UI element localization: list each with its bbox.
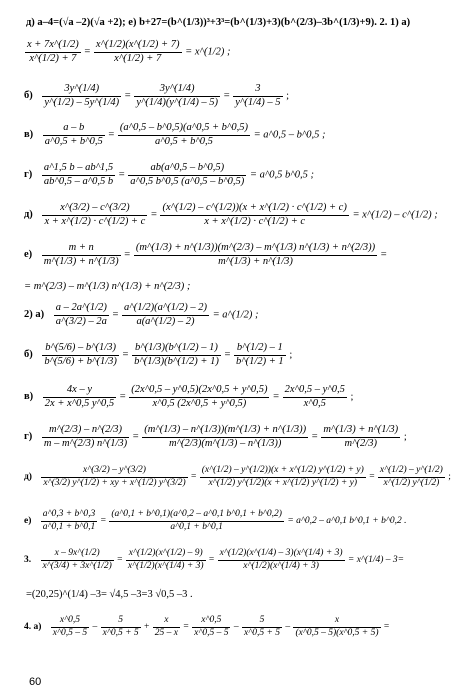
equation-line: г) $\frac{a\^{}1,5 b - ab\^{}1,5}{ab\^{}0,5 - a\^{}0,5 b}$ = $\frac{ab(a\^{}0,5 - b\^{}0,5)}{a\^{}0,5 b\^{}0,5 (a\^{}0,5 - b\^{}0,5)}$ = a^0,5 b^0,5 ; (24, 162, 314, 187)
equation-line: е) $\frac{a\^{}0,3 + b\^{}0,3}{a\^{}0,1 + b\^{}0,1}$ = $\frac{(a\^{}0,1 + b\^{}0,1)(a\^{}0,2 - a\^{}0,1 b\^{}0,1 + b\^{}0,2)}{a\^{}0,1 + b\^{}0,1}$ = a^0,2 – a^0,1 b^0,1 + b^0,2 . (24, 509, 407, 532)
fraction: $\frac{(a\^{}0,5 - b\^{}0,5)(a\^{}0,5 + b\^{}0,5)}{a\^{}0,5 + b\^{}0,5}$ (119, 122, 248, 147)
fraction: $\frac{(2x\^{}0,5 - y\^{}0,5)(2x\^{}0,5 + y\^{}0,5)}{x\^{}0,5 (2x\^{}0,5 + y\^{}0,5)}$ (131, 384, 268, 409)
equation-line: б) $\frac{3y\^{}(1/4)}{y\^{}(1/2) - 5y\^{}(1/4)}$ = $\frac{3y\^{}(1/4)}{y\^{}(1/4)(y\^{}(1/4) - 5)}$ = $\frac{3}{y\^{}(1/4) - 5}$ ; (24, 83, 290, 108)
fraction: $\frac{5}{x\^{}0,5 + 5}$ (243, 615, 280, 638)
fraction: $\frac{x\^{}(1/2)(x\^{}(1/2) - 9)}{x\^{}(1/2)(x\^{}(1/4) + 3)}$ (127, 548, 204, 571)
fraction: $\frac{m\^{}(1/3) + n\^{}(1/3)}{m\^{}(2/3)}$ (323, 424, 399, 449)
equation-line: 3. $\frac{x - 9x\^{}(1/2)}{x\^{}(3/4) + 3x\^{}(1/2)}$ = $\frac{x\^{}(1/2)(x\^{}(1/2) - 9)}{x\^{}(1/2)(x\^{}(1/4) + 3)}$ = $\frac{x\^{}(1/2)(x\^{}(1/4) - 3)(x\^{}(1/4) + 3)}{x\^{}(1/2)(x\^{}(1/4) + 3)}$ = x^(1/4) – 3= (24, 548, 405, 571)
fraction: $\frac{b\^{}(5/6) - b\^{}(1/3)}{b\^{}(5/6) + b\^{}(1/3)}$ (44, 342, 117, 367)
equation-line: $\frac{x + 7x\^{}(1/2)}{x\^{}(1/2) + 7}$ = $\frac{x\^{}(1/2)(x\^{}(1/2) + 7)}{x\^{}(1/2) + 7}$ = x^(1/2) ; (27, 39, 231, 64)
fraction: $\frac{(m\^{}(1/3) + n\^{}(1/3))(m\^{}(2/3) - m\^{}(1/3) n\^{}(1/3) + n\^{}(2/3))}{m\^{}(1/3) + n\^{}(1/3)}$ (135, 242, 376, 267)
fraction: $\frac{(a\^{}0,1 + b\^{}0,1)(a\^{}0,2 - a\^{}0,1 b\^{}0,1 + b\^{}0,2)}{a\^{}0,1 + b\^{}0,1}$ (111, 509, 282, 532)
fraction: $\frac{b\^{}(1/2) - 1}{b\^{}(1/2) + 1}$ (236, 342, 284, 367)
fraction: $\frac{x\^{}(1/2) - y\^{}(1/2)}{x\^{}(1/2) y\^{}(1/2)}$ (379, 465, 443, 488)
fraction: $\frac{(x\^{}(1/2) - c\^{}(1/2))(x + x\^{}(1/2) \cdot c\^{}(1/2) + c)}{x + x\^{}(1/2) \cdot c\^{}(1/2) + c}$ (162, 202, 347, 227)
fraction: $\frac{x\^{}(3/2) - y\^{}(3/2)}{x\^{}(3/2) y\^{}(1/2) + xy + x\^{}(1/2) y\^{}(3/2)}$ (43, 465, 186, 488)
fraction: $\frac{x\^{}(3/2) - c\^{}(3/2)}{x + x\^{}(1/2) \cdot c\^{}(1/2) + c}$ (44, 202, 146, 227)
fraction: $\frac{m + n}{m\^{}(1/3) + n\^{}(1/3)}$ (43, 242, 119, 267)
equation-line: 4. а) $\frac{x\^{}0,5}{x\^{}0,5 - 5}$ – $\frac{5}{x\^{}0,5 + 5}$ + $\frac{x}{25 - x}$ = $\frac{x\^{}0,5}{x\^{}0,5 - 5}$ – $\frac{5}{x\^{}0,5 + 5}$ – $\frac{x}{(x\^{}0,5 - 5)(x\^{}0,5 + 5)}$ = (24, 615, 390, 638)
page-number: 60 (29, 676, 42, 688)
fraction: $\frac{x\^{}0,5}{x\^{}0,5 - 5}$ (52, 615, 88, 638)
fraction: $\frac{ab(a\^{}0,5 - b\^{}0,5)}{a\^{}0,5 b\^{}0,5 (a\^{}0,5 - b\^{}0,5)}$ (130, 162, 245, 187)
fraction: $\frac{x\^{}0,5}{x\^{}0,5 - 5}$ (194, 615, 229, 638)
equation-line: д) $\frac{x\^{}(3/2) - y\^{}(3/2)}{x\^{}(3/2) y\^{}(1/2) + xy + x\^{}(1/2) y\^{}(3/2)}$ = $\frac{(x\^{}(1/2) - y\^{}(1/2))(x + x\^{}(1/2) y\^{}(1/2) + y)}{x\^{}(1/2) y\^{}(1/2)(x + x\^{}(1/2) y\^{}(1/2) + y)}$ = $\frac{x\^{}(1/2) - y\^{}(1/2)}{x\^{}(1/2) y\^{}(1/2)}$ ; (24, 465, 451, 488)
fraction: $\frac{a\^{}1,5 b - ab\^{}1,5}{ab\^{}0,5 - a\^{}0,5 b}$ (43, 162, 114, 187)
equation-line: д) $\frac{x\^{}(3/2) - c\^{}(3/2)}{x + x\^{}(1/2) \cdot c\^{}(1/2) + c}$ = $\frac{(x\^{}(1/2) - c\^{}(1/2))(x + x\^{}(1/2) \cdot c\^{}(1/2) + c)}{x + x\^{}(1/2) \cdot c\^{}(1/2) + c}$ = x^(1/2) – c^(1/2) ; (24, 202, 438, 227)
fraction: $\frac{2x\^{}0,5 - y\^{}0,5}{x\^{}0,5}$ (284, 384, 345, 409)
fraction: $\frac{a\^{}(1/2)(a\^{}(1/2) - 2)}{a(a\^{}(1/2) - 2)}$ (124, 302, 207, 327)
fraction: $\frac{b\^{}(1/3)(b\^{}(1/2) - 1)}{b\^{}(1/3)(b\^{}(1/2) + 1)}$ (134, 342, 219, 367)
fraction: $\frac{a - 2a\^{}(1/2)}{a\^{}(3/2) - 2a}$ (55, 302, 107, 327)
fraction: $\frac{x\^{}(1/2)(x\^{}(1/2) + 7)}{x\^{}(1/2) + 7}$ (95, 39, 180, 64)
equation-line: г) $\frac{m\^{}(2/3) - n\^{}(2/3)}{m - m\^{}(2/3) n\^{}(1/3)}$ = $\frac{(m\^{}(1/3) - n\^{}(1/3))(m\^{}(1/3) + n\^{}(1/3))}{m\^{}(2/3)(m\^{}(1/3) - n\^{}(1/3))}$ = $\frac{m\^{}(1/3) + n\^{}(1/3)}{m\^{}(2/3)}$ ; (24, 424, 407, 449)
fraction: $\frac{a - b}{a\^{}0,5 + b\^{}0,5}$ (44, 122, 103, 147)
text-line: =(20,25)^(1/4) –3= √4,5 –3=3 √0,5 –3 . (26, 589, 193, 600)
fraction: $\frac{x + 7x\^{}(1/2)}{x\^{}(1/2) + 7}$ (27, 39, 79, 64)
fraction: $\frac{3y\^{}(1/4)}{y\^{}(1/2) - 5y\^{}(1/4)}$ (44, 83, 120, 108)
equation-line: б) $\frac{b\^{}(5/6) - b\^{}(1/3)}{b\^{}(5/6) + b\^{}(1/3)}$ = $\frac{b\^{}(1/3)(b\^{}(1/2) - 1)}{b\^{}(1/3)(b\^{}(1/2) + 1)}$ = $\frac{b\^{}(1/2) - 1}{b\^{}(1/2) + 1}$ ; (24, 342, 293, 367)
text-line: = m^(2/3) – m^(1/3) n^(1/3) + n^(2/3) ; (24, 281, 191, 292)
fraction: $\frac{a\^{}0,3 + b\^{}0,3}{a\^{}0,1 + b\^{}0,1}$ (42, 509, 96, 532)
fraction: $\frac{4x - y}{2x + x\^{}0,5 y\^{}0,5}$ (44, 384, 115, 409)
equation-line: в) $\frac{a - b}{a\^{}0,5 + b\^{}0,5}$ = $\frac{(a\^{}0,5 - b\^{}0,5)(a\^{}0,5 + b\^{}0,5)}{a\^{}0,5 + b\^{}0,5}$ = a^0,5 – b^0,5 ; (24, 122, 326, 147)
equation-line: е) $\frac{m + n}{m\^{}(1/3) + n\^{}(1/3)}$ = $\frac{(m\^{}(1/3) + n\^{}(1/3))(m\^{}(2/3) - m\^{}(1/3) n\^{}(1/3) + n\^{}(2/3))}{m\^{}(1/3) + n\^{}(1/3)}$ = (24, 242, 387, 267)
fraction: $\frac{(x\^{}(1/2) - y\^{}(1/2))(x + x\^{}(1/2) y\^{}(1/2) + y)}{x\^{}(1/2) y\^{}(1/2)(x + x\^{}(1/2) y\^{}(1/2) + y)}$ (201, 465, 364, 488)
text-line: д) a–4=(√a –2)(√a +2); е) b+27=(b^(1/3))³+3³=(b^(1/3)+3)(b^(2/3)–3b^(1/3)+9). 2. 1) а) (26, 17, 411, 28)
fraction: $\frac{x}{(x\^{}0,5 - 5)(x\^{}0,5 + 5)}$ (295, 615, 379, 638)
fraction: $\frac{x}{25 - x}$ (154, 615, 178, 638)
fraction: $\frac{x - 9x\^{}(1/2)}{x\^{}(3/4) + 3x\^{}(1/2)}$ (42, 548, 112, 571)
fraction: $\frac{x\^{}(1/2)(x\^{}(1/4) - 3)(x\^{}(1/4) + 3)}{x\^{}(1/2)(x\^{}(1/4) + 3)}$ (219, 548, 343, 571)
fraction: $\frac{3}{y\^{}(1/4) - 5}$ (235, 83, 281, 108)
fraction: $\frac{m\^{}(2/3) - n\^{}(2/3)}{m - m\^{}(2/3) n\^{}(1/3)}$ (43, 424, 128, 449)
fraction: $\frac{(m\^{}(1/3) - n\^{}(1/3))(m\^{}(1/3) + n\^{}(1/3))}{m\^{}(2/3)(m\^{}(1/3) - n\^{}(1/3))}$ (144, 424, 307, 449)
equation-line: в) $\frac{4x - y}{2x + x\^{}0,5 y\^{}0,5}$ = $\frac{(2x\^{}0,5 - y\^{}0,5)(2x\^{}0,5 + y\^{}0,5)}{x\^{}0,5 (2x\^{}0,5 + y\^{}0,5)}$ = $\frac{2x\^{}0,5 - y\^{}0,5}{x\^{}0,5}$ ; (24, 384, 354, 409)
fraction: $\frac{3y\^{}(1/4)}{y\^{}(1/4)(y\^{}(1/4) - 5)}$ (136, 83, 219, 108)
equation-line: 2) а) $\frac{a - 2a\^{}(1/2)}{a\^{}(3/2) - 2a}$ = $\frac{a\^{}(1/2)(a\^{}(1/2) - 2)}{a(a\^{}(1/2) - 2)}$ = a^(1/2) ; (24, 302, 259, 327)
fraction: $\frac{5}{x\^{}0,5 + 5}$ (102, 615, 139, 638)
